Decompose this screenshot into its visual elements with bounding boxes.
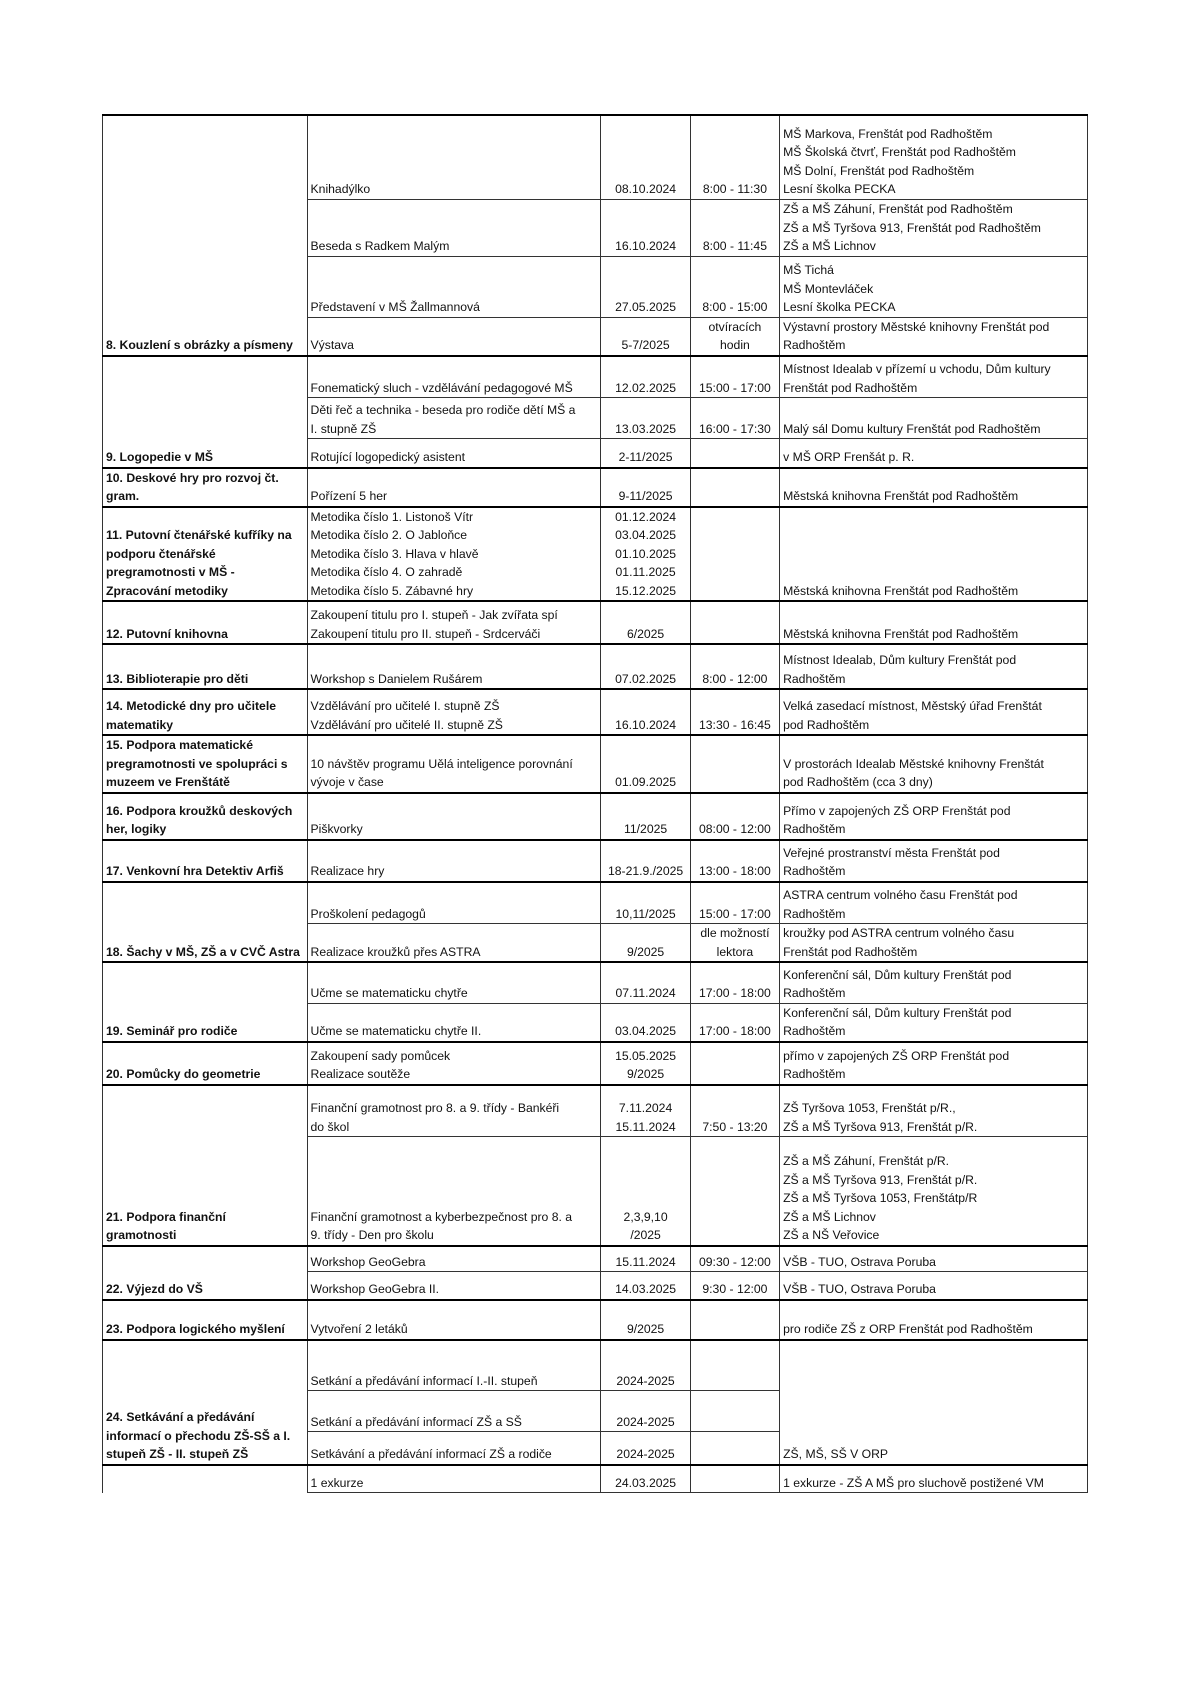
time-cell: 13:30 - 16:45 xyxy=(690,689,779,735)
date-cell: 07.02.2025 xyxy=(601,644,690,689)
activity-schedule-table xyxy=(102,114,1088,1493)
time-cell xyxy=(690,1042,779,1085)
place-cell: Konferenční sál, Dům kultury Frenštát pod Radhoštěm xyxy=(780,962,1088,1003)
table-row xyxy=(103,1085,1088,1137)
date-cell: 9/2025 xyxy=(601,1300,690,1340)
place-cell: pro rodiče ZŠ z ORP Frenštát pod Radhoštěm xyxy=(780,1300,1088,1340)
time-cell: 16:00 - 17:30 xyxy=(690,398,779,439)
time-cell: 17:00 - 18:00 xyxy=(690,962,779,1003)
time-cell xyxy=(690,735,779,793)
time-cell: 9:30 - 12:00 xyxy=(690,1272,779,1300)
time-cell xyxy=(690,601,779,644)
place-cell: 1 exkurze - ZŠ A MŠ pro sluchově postižené VM xyxy=(780,1465,1088,1493)
activity-cell: Představení v MŠ Žallmannová xyxy=(307,256,601,317)
place-cell: VŠB - TUO, Ostrava Poruba xyxy=(780,1246,1088,1272)
time-cell: otvíracích hodin xyxy=(690,317,779,356)
time-cell: 13:00 - 18:00 xyxy=(690,840,779,882)
place-cell: v MŠ ORP Frenšát p. R. xyxy=(780,439,1088,468)
activity-cell: Setkání a předávání informací I.-II. stupeň xyxy=(307,1340,601,1391)
table-row xyxy=(103,468,1088,507)
activity-cell: Setkávání a předávání informací ZŠ a rodiče xyxy=(307,1432,601,1465)
place-cell: Výstavní prostory Městské knihovny Frenštát pod Radhoštěm xyxy=(780,317,1088,356)
date-cell: 5-7/2025 xyxy=(601,317,690,356)
date-cell: 01.12.2024 03.04.2025 01.10.2025 01.11.2025 15.12.2025 xyxy=(601,507,690,602)
place-cell: Veřejné prostranství města Frenštát pod Radhoštěm xyxy=(780,840,1088,882)
activity-cell: Piškvorky xyxy=(307,793,601,840)
section-title: 10. Deskové hry pro rozvoj čt. gram. xyxy=(103,468,308,507)
date-cell: 16.10.2024 xyxy=(601,689,690,735)
section-title: 19. Seminář pro rodiče xyxy=(103,962,308,1042)
date-cell: 2024-2025 xyxy=(601,1340,690,1391)
time-cell: dle možností lektora xyxy=(690,924,779,963)
time-cell: 7:50 - 13:20 xyxy=(690,1085,779,1137)
activity-cell: Vytvoření 2 letáků xyxy=(307,1300,601,1340)
section-title: 20. Pomůcky do geometrie xyxy=(103,1042,308,1085)
section-title: 8. Kouzlení s obrázky a písmeny xyxy=(103,115,308,356)
date-cell: 13.03.2025 xyxy=(601,398,690,439)
place-cell: Městská knihovna Frenštát pod Radhoštěm xyxy=(780,468,1088,507)
date-cell: 2024-2025 xyxy=(601,1391,690,1432)
date-cell: 14.03.2025 xyxy=(601,1272,690,1300)
activity-cell: Realizace kroužků přes ASTRA xyxy=(307,924,601,963)
date-cell: 01.09.2025 xyxy=(601,735,690,793)
date-cell: 15.05.2025 9/2025 xyxy=(601,1042,690,1085)
table-row xyxy=(103,601,1088,644)
activity-cell: Realizace hry xyxy=(307,840,601,882)
date-cell: 2,3,9,10 /2025 xyxy=(601,1137,690,1246)
activity-cell: Finanční gramotnost a kyberbezpečnost pro 8. a 9. třídy - Den pro školu xyxy=(307,1137,601,1246)
date-cell: 15.11.2024 xyxy=(601,1246,690,1272)
activity-cell: Učme se matematicku chytře II. xyxy=(307,1003,601,1042)
table-row xyxy=(103,115,1088,199)
activity-cell: Workshop s Danielem Rušárem xyxy=(307,644,601,689)
date-cell: 10,11/2025 xyxy=(601,882,690,924)
date-cell: 12.02.2025 xyxy=(601,356,690,398)
section-title: 24. Setkávání a předávání informací o přechodu ZŠ-SŠ a I. stupeň ZŠ - II. stupeň ZŠ xyxy=(103,1340,308,1465)
place-cell: přímo v zapojených ZŠ ORP Frenštát pod Radhoštěm xyxy=(780,1042,1088,1085)
activity-cell: Rotující logopedický asistent xyxy=(307,439,601,468)
activity-cell: Děti řeč a technika - beseda pro rodiče dětí MŠ a I. stupně ZŠ xyxy=(307,398,601,439)
date-cell: 11/2025 xyxy=(601,793,690,840)
activity-cell: Proškolení pedagogů xyxy=(307,882,601,924)
table-row xyxy=(103,882,1088,924)
time-cell: 09:30 - 12:00 xyxy=(690,1246,779,1272)
table-row xyxy=(103,1042,1088,1085)
date-cell: 9-11/2025 xyxy=(601,468,690,507)
date-cell: 7.11.2024 15.11.2024 xyxy=(601,1085,690,1137)
section-title: 22. Výjezd do VŠ xyxy=(103,1246,308,1300)
section-title: 15. Podpora matematické pregramotnosti ve spolupráci s muzeem ve Frenštátě xyxy=(103,735,308,793)
activity-cell: Zakoupení titulu pro I. stupeň - Jak zvířata spí Zakoupení titulu pro II. stupeň - Srdcerváči xyxy=(307,601,601,644)
activity-cell: Workshop GeoGebra xyxy=(307,1246,601,1272)
section-title: 11. Putovní čtenářské kufříky na podporu čtenářské pregramotnosti v MŠ - Zpracování metodiky xyxy=(103,507,308,602)
section-title: 16. Podpora kroužků deskových her, logiky xyxy=(103,793,308,840)
time-cell xyxy=(690,1465,779,1493)
place-cell: Místnost Idealab v přízemí u vchodu, Dům kultury Frenštát pod Radhoštěm xyxy=(780,356,1088,398)
activity-cell: Setkání a předávání informací ZŠ a SŠ xyxy=(307,1391,601,1432)
activity-cell: Fonematický sluch - vzdělávání pedagogové MŠ xyxy=(307,356,601,398)
place-cell: Přímo v zapojených ZŠ ORP Frenštát pod Radhoštěm xyxy=(780,793,1088,840)
table-row xyxy=(103,1340,1088,1391)
place-cell: VŠB - TUO, Ostrava Poruba xyxy=(780,1272,1088,1300)
date-cell: 08.10.2024 xyxy=(601,115,690,199)
section-title: 13. Biblioterapie pro děti xyxy=(103,644,308,689)
place-cell: Velká zasedací místnost, Městský úřad Frenštát pod Radhoštěm xyxy=(780,689,1088,735)
place-cell: ZŠ, MŠ, SŠ V ORP xyxy=(780,1340,1088,1465)
time-cell: 8:00 - 15:00 xyxy=(690,256,779,317)
table-row xyxy=(103,1300,1088,1340)
date-cell: 27.05.2025 xyxy=(601,256,690,317)
time-cell xyxy=(690,1432,779,1465)
time-cell: 08:00 - 12:00 xyxy=(690,793,779,840)
date-cell: 07.11.2024 xyxy=(601,962,690,1003)
activity-cell: 10 návštěv programu Uělá inteligence porovnání vývoje v čase xyxy=(307,735,601,793)
place-cell: ZŠ a MŠ Záhuní, Frenštát pod Radhoštěm ZŠ a MŠ Tyršova 913, Frenštát pod Radhoštěm ZŠ a MŠ Lichnov xyxy=(780,199,1088,256)
activity-cell: Finanční gramotnost pro 8. a 9. třídy - Bankéři do škol xyxy=(307,1085,601,1137)
section-title: 14. Metodické dny pro učitele matematiky xyxy=(103,689,308,735)
time-cell xyxy=(690,1340,779,1391)
place-cell: ASTRA centrum volného času Frenštát pod Radhoštěm xyxy=(780,882,1088,924)
activity-cell: Pořízení 5 her xyxy=(307,468,601,507)
date-cell: 2-11/2025 xyxy=(601,439,690,468)
time-cell xyxy=(690,507,779,602)
date-cell: 6/2025 xyxy=(601,601,690,644)
place-cell: Malý sál Domu kultury Frenštát pod Radhoštěm xyxy=(780,398,1088,439)
table-row xyxy=(103,507,1088,602)
date-cell: 9/2025 xyxy=(601,924,690,963)
activity-cell: Zakoupení sady pomůcek Realizace soutěže xyxy=(307,1042,601,1085)
place-cell: Městská knihovna Frenštát pod Radhoštěm xyxy=(780,507,1088,602)
time-cell: 8:00 - 11:30 xyxy=(690,115,779,199)
table-row xyxy=(103,735,1088,793)
date-cell: 2024-2025 xyxy=(601,1432,690,1465)
place-cell: ZŠ a MŠ Záhuní, Frenštát p/R. ZŠ a MŠ Tyršova 913, Frenštát p/R. ZŠ a MŠ Tyršova 1053, Frenštátp/R ZŠ a MŠ Lichnov ZŠ a NŠ Veřovice xyxy=(780,1137,1088,1246)
time-cell xyxy=(690,1300,779,1340)
date-cell: 16.10.2024 xyxy=(601,199,690,256)
activity-cell: Beseda s Radkem Malým xyxy=(307,199,601,256)
place-cell: MŠ Markova, Frenštát pod Radhoštěm MŠ Školská čtvrť, Frenštát pod Radhoštěm MŠ Dolní, Frenštát pod Radhoštěm Lesní školka PECKA xyxy=(780,115,1088,199)
table-row xyxy=(103,840,1088,882)
place-cell: kroužky pod ASTRA centrum volného času Frenštát pod Radhoštěm xyxy=(780,924,1088,963)
place-cell: Městská knihovna Frenštát pod Radhoštěm xyxy=(780,601,1088,644)
table-row xyxy=(103,1465,1088,1493)
section-title: 21. Podpora finanční gramotnosti xyxy=(103,1085,308,1246)
date-cell: 18-21.9./2025 xyxy=(601,840,690,882)
section-title xyxy=(103,1465,308,1493)
time-cell xyxy=(690,1391,779,1432)
table-row xyxy=(103,689,1088,735)
time-cell: 15:00 - 17:00 xyxy=(690,356,779,398)
activity-cell: Vzdělávání pro učitelé I. stupně ZŠ Vzdělávání pro učitelé II. stupně ZŠ xyxy=(307,689,601,735)
date-cell: 24.03.2025 xyxy=(601,1465,690,1493)
section-title: 23. Podpora logického myšlení xyxy=(103,1300,308,1340)
time-cell: 15:00 - 17:00 xyxy=(690,882,779,924)
date-cell: 03.04.2025 xyxy=(601,1003,690,1042)
time-cell xyxy=(690,468,779,507)
activity-cell: 1 exkurze xyxy=(307,1465,601,1493)
table-row xyxy=(103,356,1088,398)
table-row xyxy=(103,644,1088,689)
time-cell: 8:00 - 12:00 xyxy=(690,644,779,689)
table-row xyxy=(103,1246,1088,1272)
time-cell xyxy=(690,1137,779,1246)
section-title: 9. Logopedie v MŠ xyxy=(103,356,308,468)
place-cell: ZŠ Tyršova 1053, Frenštát p/R., ZŠ a MŠ Tyršova 913, Frenštát p/R. xyxy=(780,1085,1088,1137)
activity-cell: Učme se matematicku chytře xyxy=(307,962,601,1003)
time-cell: 8:00 - 11:45 xyxy=(690,199,779,256)
activity-cell: Workshop GeoGebra II. xyxy=(307,1272,601,1300)
section-title: 18. Šachy v MŠ, ZŠ a v CVČ Astra xyxy=(103,882,308,963)
time-cell xyxy=(690,439,779,468)
time-cell: 17:00 - 18:00 xyxy=(690,1003,779,1042)
table-row xyxy=(103,793,1088,840)
table-row xyxy=(103,962,1088,1003)
activity-cell: Výstava xyxy=(307,317,601,356)
place-cell: V prostorách Idealab Městské knihovny Frenštát pod Radhoštěm (cca 3 dny) xyxy=(780,735,1088,793)
section-title: 17. Venkovní hra Detektiv Arfiš xyxy=(103,840,308,882)
place-cell: Místnost Idealab, Dům kultury Frenštát pod Radhoštěm xyxy=(780,644,1088,689)
section-title: 12. Putovní knihovna xyxy=(103,601,308,644)
place-cell: MŠ Tichá MŠ Montevláček Lesní školka PECKA xyxy=(780,256,1088,317)
place-cell: Konferenční sál, Dům kultury Frenštát pod Radhoštěm xyxy=(780,1003,1088,1042)
activity-cell: Knihadýlko xyxy=(307,115,601,199)
activity-cell: Metodika číslo 1. Listonoš Vítr Metodika číslo 2. O Jabloňce Metodika číslo 3. Hlava v hlavě Metodika číslo 4. O zahradě Metodika číslo 5. Zábavné hry xyxy=(307,507,601,602)
